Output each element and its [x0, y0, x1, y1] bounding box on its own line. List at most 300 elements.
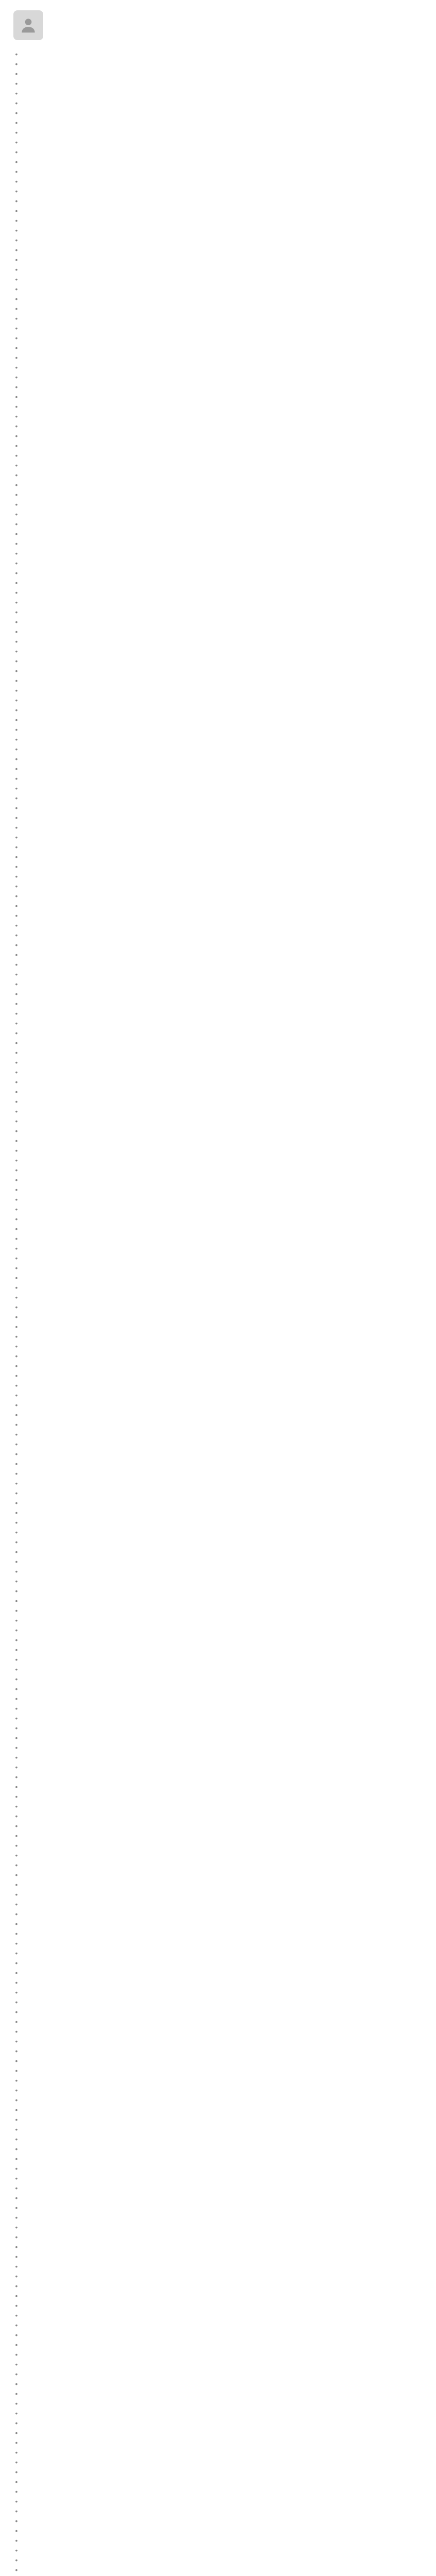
bullet-icon: • — [15, 1146, 18, 1155]
bullet-icon: • — [15, 1205, 18, 1213]
question-item — [13, 999, 423, 1009]
bullet-icon: • — [15, 1371, 18, 1380]
bullet-icon: • — [15, 2497, 18, 2505]
bullet-icon: • — [15, 2566, 18, 2574]
bullet-icon: • — [15, 79, 18, 88]
question-item — [13, 451, 423, 461]
question-item — [13, 441, 423, 451]
bullet-icon: • — [15, 2468, 18, 2476]
question-item — [13, 1841, 423, 1851]
bullet-icon: • — [15, 2106, 18, 2114]
question-item — [13, 2536, 423, 2546]
question-item — [13, 2095, 423, 2105]
question-item — [13, 1273, 423, 1283]
bullet-icon: • — [15, 1528, 18, 1536]
question-item — [13, 353, 423, 363]
question-item — [13, 568, 423, 578]
bullet-icon: • — [15, 1861, 18, 1869]
bullet-icon: • — [15, 1166, 18, 1174]
question-item — [13, 989, 423, 999]
bullet-icon: • — [15, 892, 18, 900]
question-item — [13, 49, 423, 59]
bullet-icon: • — [15, 1557, 18, 1566]
bullet-icon: • — [15, 2292, 18, 2300]
bullet-icon: • — [15, 1714, 18, 1722]
bullet-icon: • — [15, 461, 18, 469]
bullet-icon: • — [15, 1176, 18, 1184]
question-item — [13, 1997, 423, 2007]
bullet-icon: • — [15, 1195, 18, 1204]
bullet-icon: • — [15, 804, 18, 812]
bullet-icon: • — [15, 1851, 18, 1859]
bullet-icon: • — [15, 422, 18, 430]
question-item — [13, 2438, 423, 2448]
question-item — [13, 333, 423, 343]
question-item — [13, 1811, 423, 1821]
bullet-icon: • — [15, 1469, 18, 1478]
question-item — [13, 1890, 423, 1900]
question-item — [13, 1508, 423, 1518]
question-item — [13, 1479, 423, 1488]
question-item — [13, 1948, 423, 1958]
question-item — [13, 69, 423, 79]
question-item — [13, 1116, 423, 1126]
question-item — [13, 2056, 423, 2066]
bullet-icon: • — [15, 2008, 18, 2016]
bullet-icon: • — [15, 481, 18, 489]
bullet-icon: • — [15, 833, 18, 841]
bullet-icon: • — [15, 2174, 18, 2182]
question-item — [13, 1283, 423, 1293]
question-item — [13, 607, 423, 617]
question-item — [13, 1293, 423, 1302]
bullet-icon: • — [15, 2527, 18, 2535]
question-item — [13, 2066, 423, 2076]
question-item — [13, 2526, 423, 2536]
bullet-icon: • — [15, 735, 18, 743]
question-item — [13, 882, 423, 891]
avatar — [13, 10, 43, 40]
question-item — [13, 1704, 423, 1714]
question-item — [13, 1420, 423, 1430]
question-item — [13, 1253, 423, 1263]
question-item — [13, 128, 423, 138]
question-item — [13, 382, 423, 392]
question-item — [13, 1694, 423, 1704]
question-item — [13, 2409, 423, 2418]
question-item — [13, 2046, 423, 2056]
question-item — [13, 2379, 423, 2389]
bullet-icon: • — [15, 1509, 18, 1517]
bullet-icon: • — [15, 1636, 18, 1644]
bullet-icon: • — [15, 344, 18, 352]
bullet-icon: • — [15, 2282, 18, 2290]
question-item — [13, 1586, 423, 1596]
question-item — [13, 1058, 423, 1067]
bullet-icon: • — [15, 393, 18, 401]
bullet-icon: • — [15, 1117, 18, 1125]
bullet-icon: • — [15, 559, 18, 567]
question-item — [13, 2223, 423, 2232]
question-item — [13, 705, 423, 715]
question-item — [13, 2242, 423, 2252]
question-item — [13, 490, 423, 500]
bullet-icon: • — [15, 1323, 18, 1331]
question-item — [13, 1126, 423, 1136]
question-item — [13, 216, 423, 226]
bullet-icon: • — [15, 2517, 18, 2525]
bullet-icon: • — [15, 1078, 18, 1086]
bullet-icon: • — [15, 1704, 18, 1713]
bullet-icon: • — [15, 2204, 18, 2212]
question-item — [13, 2017, 423, 2027]
bullet-icon: • — [15, 451, 18, 460]
question-item — [13, 108, 423, 118]
bullet-icon: • — [15, 1900, 18, 1908]
question-item — [13, 1038, 423, 1048]
question-item — [13, 1342, 423, 1351]
bullet-icon: • — [15, 628, 18, 636]
question-item — [13, 1782, 423, 1792]
bullet-icon: • — [15, 1293, 18, 1301]
question-item — [13, 461, 423, 470]
question-item — [13, 2144, 423, 2154]
bullet-icon: • — [15, 1518, 18, 1527]
bullet-icon: • — [15, 1880, 18, 1889]
question-item — [13, 1528, 423, 1537]
question-item — [13, 324, 423, 333]
bullet-icon: • — [15, 1411, 18, 1419]
author-header — [13, 10, 423, 40]
question-item — [13, 1567, 423, 1577]
bullet-icon: • — [15, 1352, 18, 1360]
question-item — [13, 1430, 423, 1439]
question-item — [13, 2320, 423, 2330]
bullet-icon: • — [15, 2478, 18, 2486]
question-item — [13, 2340, 423, 2350]
question-item — [13, 588, 423, 598]
question-item — [13, 774, 423, 784]
bullet-icon: • — [15, 647, 18, 655]
bullet-icon: • — [15, 2164, 18, 2173]
bullet-icon: • — [15, 50, 18, 58]
bullet-icon: • — [15, 1577, 18, 1585]
bullet-icon: • — [15, 1274, 18, 1282]
question-item — [13, 1909, 423, 1919]
bullet-icon: • — [15, 148, 18, 156]
question-item — [13, 1655, 423, 1665]
question-item — [13, 2154, 423, 2164]
bullet-icon: • — [15, 1606, 18, 1615]
bullet-icon: • — [15, 1812, 18, 1820]
question-item — [13, 1645, 423, 1655]
bullet-icon: • — [15, 2086, 18, 2094]
bullet-icon: • — [15, 1890, 18, 1899]
bullet-icon: • — [15, 1665, 18, 1673]
bullet-icon: • — [15, 2380, 18, 2388]
question-item — [13, 2252, 423, 2262]
bullet-icon: • — [15, 1460, 18, 1468]
question-item — [13, 2086, 423, 2095]
bullet-icon: • — [15, 109, 18, 117]
bullet-icon: • — [15, 207, 18, 215]
bullet-icon: • — [15, 2145, 18, 2153]
bullet-icon: • — [15, 1440, 18, 1448]
bullet-icon: • — [15, 999, 18, 1008]
question-item — [13, 725, 423, 735]
question-item — [13, 1919, 423, 1929]
question-item — [13, 343, 423, 353]
bullet-icon: • — [15, 1802, 18, 1810]
question-item — [13, 431, 423, 441]
bullet-icon: • — [15, 1244, 18, 1252]
question-item — [13, 2203, 423, 2213]
bullet-icon: • — [15, 2194, 18, 2202]
question-item — [13, 872, 423, 882]
bullet-icon: • — [15, 1381, 18, 1389]
bullet-icon: • — [15, 2389, 18, 2398]
question-item — [13, 1557, 423, 1567]
question-item — [13, 89, 423, 98]
question-item — [13, 1547, 423, 1557]
question-item — [13, 578, 423, 588]
question-item — [13, 2301, 423, 2311]
question-item — [13, 1723, 423, 1733]
bullet-icon: • — [15, 1283, 18, 1292]
bullet-icon: • — [15, 1391, 18, 1399]
question-item — [13, 1596, 423, 1606]
bullet-icon: • — [15, 187, 18, 195]
bullet-icon: • — [15, 1753, 18, 1761]
question-item — [13, 1743, 423, 1753]
bullet-icon: • — [15, 1548, 18, 1556]
bullet-icon: • — [15, 970, 18, 978]
question-item — [13, 2399, 423, 2409]
question-item — [13, 1175, 423, 1185]
question-item — [13, 1577, 423, 1586]
bullet-icon: • — [15, 500, 18, 509]
bullet-icon: • — [15, 1156, 18, 1164]
question-item — [13, 744, 423, 754]
question-item — [13, 196, 423, 206]
question-item — [13, 147, 423, 157]
bullet-icon: • — [15, 2125, 18, 2133]
question-item — [13, 1165, 423, 1175]
bullet-icon: • — [15, 765, 18, 773]
question-item — [13, 2477, 423, 2487]
question-item — [13, 2105, 423, 2115]
bullet-icon: • — [15, 539, 18, 548]
question-item — [13, 1674, 423, 1684]
bullet-icon: • — [15, 931, 18, 939]
question-item — [13, 2516, 423, 2526]
question-item — [13, 2555, 423, 2565]
question-item — [13, 1067, 423, 1077]
bullet-icon: • — [15, 2370, 18, 2378]
question-item — [13, 1361, 423, 1371]
bullet-icon: • — [15, 1088, 18, 1096]
question-item — [13, 1391, 423, 1400]
question-item — [13, 2369, 423, 2379]
question-item — [13, 598, 423, 607]
bullet-icon: • — [15, 1646, 18, 1654]
bullet-icon: • — [15, 236, 18, 244]
bullet-icon: • — [15, 872, 18, 880]
bullet-icon: • — [15, 2115, 18, 2124]
question-item — [13, 314, 423, 324]
question-item — [13, 627, 423, 637]
bullet-icon: • — [15, 118, 18, 127]
question-item — [13, 1097, 423, 1107]
question-item — [13, 1048, 423, 1058]
bullet-icon: • — [15, 2184, 18, 2192]
bullet-icon: • — [15, 1362, 18, 1370]
question-item — [13, 930, 423, 940]
bullet-icon: • — [15, 1743, 18, 1752]
question-item — [13, 157, 423, 167]
question-item — [13, 823, 423, 833]
question-item — [13, 1772, 423, 1782]
bullet-icon: • — [15, 2399, 18, 2408]
bullet-icon: • — [15, 304, 18, 313]
bullet-icon: • — [15, 2536, 18, 2545]
question-item — [13, 686, 423, 696]
question-item — [13, 950, 423, 960]
bullet-icon: • — [15, 2556, 18, 2564]
question-item — [13, 2291, 423, 2301]
question-item — [13, 206, 423, 216]
question-item — [13, 226, 423, 235]
question-item — [13, 842, 423, 852]
question-item — [13, 1156, 423, 1165]
bullet-icon: • — [15, 324, 18, 332]
bullet-icon: • — [15, 1675, 18, 1683]
bullet-icon: • — [15, 1929, 18, 1938]
question-item — [13, 1234, 423, 1244]
bullet-icon: • — [15, 158, 18, 166]
question-item — [13, 1185, 423, 1195]
question-item — [13, 1665, 423, 1674]
bullet-icon: • — [15, 2341, 18, 2349]
question-item — [13, 1968, 423, 1978]
bullet-icon: • — [15, 1254, 18, 1262]
question-item — [13, 715, 423, 725]
bullet-icon: • — [15, 2448, 18, 2456]
bullet-icon: • — [15, 471, 18, 479]
question-item — [13, 519, 423, 529]
bullet-icon: • — [15, 226, 18, 234]
bullet-icon: • — [15, 1655, 18, 1664]
bullet-icon: • — [15, 285, 18, 293]
bullet-icon: • — [15, 2546, 18, 2554]
bullet-icon: • — [15, 2047, 18, 2055]
bullet-icon: • — [15, 1910, 18, 1918]
question-item — [13, 1302, 423, 1312]
bullet-icon: • — [15, 2233, 18, 2241]
question-item — [13, 1880, 423, 1890]
bullet-icon: • — [15, 911, 18, 920]
question-item — [13, 1224, 423, 1234]
bullet-icon: • — [15, 2037, 18, 2045]
question-item — [13, 1606, 423, 1616]
bullet-icon: • — [15, 1949, 18, 1957]
question-item — [13, 1851, 423, 1860]
bullet-icon: • — [15, 167, 18, 176]
question-item — [13, 2037, 423, 2046]
question-item — [13, 647, 423, 656]
bullet-icon: • — [15, 951, 18, 959]
question-item — [13, 1762, 423, 1772]
question-item — [13, 1009, 423, 1019]
bullet-icon: • — [15, 1822, 18, 1830]
bullet-icon: • — [15, 1734, 18, 1742]
bullet-icon: • — [15, 520, 18, 528]
bullet-icon: • — [15, 432, 18, 440]
question-item — [13, 265, 423, 275]
question-item — [13, 549, 423, 558]
bullet-icon: • — [15, 2057, 18, 2065]
bullet-icon: • — [15, 275, 18, 283]
bullet-icon: • — [15, 1969, 18, 1977]
question-item — [13, 1635, 423, 1645]
question-item — [13, 1244, 423, 1253]
bullet-icon: • — [15, 755, 18, 763]
bullet-icon: • — [15, 2223, 18, 2231]
bullet-icon: • — [15, 1185, 18, 1194]
question-item — [13, 1625, 423, 1635]
question-item — [13, 1077, 423, 1087]
question-item — [13, 402, 423, 412]
bullet-icon: • — [15, 99, 18, 107]
question-item — [13, 284, 423, 294]
bullet-icon: • — [15, 1313, 18, 1321]
bullet-icon: • — [15, 921, 18, 929]
question-item — [13, 735, 423, 744]
question-item — [13, 2428, 423, 2438]
question-item — [13, 2164, 423, 2174]
bullet-icon: • — [15, 2458, 18, 2466]
bullet-icon: • — [15, 1489, 18, 1497]
bullet-icon: • — [15, 706, 18, 714]
question-item — [13, 275, 423, 284]
question-item — [13, 1988, 423, 1997]
question-item — [13, 1537, 423, 1547]
bullet-icon: • — [15, 1401, 18, 1409]
bullet-icon: • — [15, 902, 18, 910]
question-item — [13, 1322, 423, 1332]
question-item — [13, 2506, 423, 2516]
bullet-icon: • — [15, 246, 18, 254]
bullet-icon: • — [15, 353, 18, 362]
question-item — [13, 1860, 423, 1870]
question-item — [13, 2448, 423, 2458]
question-item — [13, 1870, 423, 1880]
bullet-icon: • — [15, 70, 18, 78]
question-item — [13, 1821, 423, 1831]
question-item — [13, 421, 423, 431]
bullet-icon: • — [15, 60, 18, 68]
bullet-icon: • — [15, 2018, 18, 2026]
bullet-icon: • — [15, 1988, 18, 1996]
bullet-icon: • — [15, 667, 18, 675]
question-item — [13, 1831, 423, 1841]
question-item — [13, 862, 423, 872]
bullet-icon: • — [15, 637, 18, 646]
question-item — [13, 1410, 423, 1420]
question-item — [13, 852, 423, 862]
question-item — [13, 2281, 423, 2291]
bullet-icon: • — [15, 745, 18, 753]
